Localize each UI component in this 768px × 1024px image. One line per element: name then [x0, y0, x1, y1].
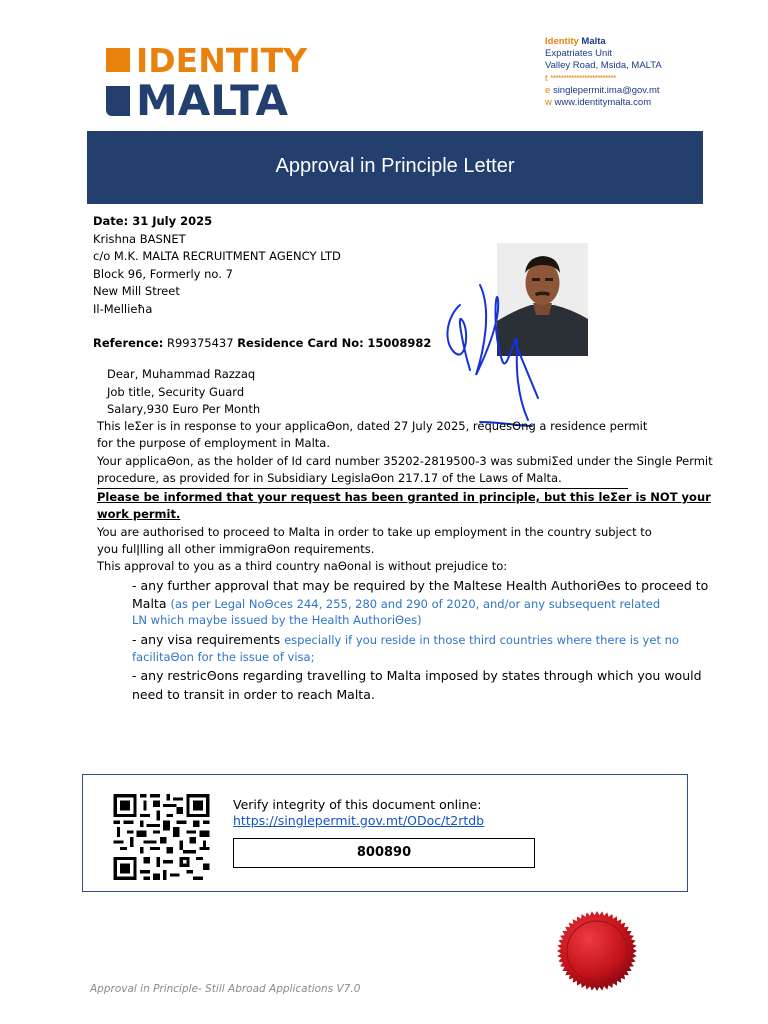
paragraph-2-line-2: procedure, as provided for in Subsidiary LegislaΘon 217.17 of the Laws of Malta.	[97, 471, 562, 485]
reference-line	[93, 335, 431, 353]
bullet-3-line-2: need to transit in order to reach Malta.	[132, 687, 375, 702]
contact-address: Valley Road, Msida, MALTA	[545, 60, 662, 72]
address-line-3: New Mill Street	[93, 284, 180, 298]
bullet-1-line-3: LN which maybe issued by the Health AuthoriΘes)	[132, 613, 422, 627]
verification-code: 800890	[233, 838, 535, 868]
letter-date: Date: 31 July 2025	[93, 214, 213, 228]
bullet-1-legal-notes: (as per Legal NoΘces 244, 255, 280 and 290 of 2020, and/or any subsequent related	[170, 597, 661, 611]
title-banner	[87, 131, 703, 204]
page-title: Approval in Principle Letter	[275, 155, 515, 177]
salary: Salary,930 Euro Per Month	[107, 402, 261, 416]
contact-web-prefix: w	[545, 97, 552, 109]
contact-phone-prefix: t	[545, 72, 548, 84]
red-seal	[556, 910, 638, 992]
bullet-2-especially: especially if you reside in those third countries where there is yet no	[284, 633, 679, 647]
addressee-name: Krishna BASNET	[93, 232, 186, 246]
contact-block	[545, 36, 662, 109]
paragraph-4: This approval to you as a third country naΘonal is without prejudice to:	[97, 559, 508, 573]
paragraph-3-line-1: You are authorised to proceed to Malta in order to take up employment in the country subject to	[97, 525, 652, 539]
paragraph-2-line-1: Your applicaΘon, as the holder of Id card number 35202-2819500-3 was submiΣed under the Single Permit	[97, 454, 713, 468]
reference-value: R99375437	[167, 336, 234, 350]
notice-line-2: work permit.	[97, 507, 181, 521]
contact-brand-orange: Identity	[545, 36, 579, 47]
address-line-2: Block 96, Formerly no. 7	[93, 267, 233, 281]
signature	[440, 280, 550, 430]
logo-blue-shape	[106, 86, 130, 116]
bullet-3-line-1: - any restricΘons regarding travelling to Malta imposed by states through which you would	[132, 668, 702, 683]
paragraph-1-line-2: for the purpose of employment in Malta.	[97, 436, 330, 450]
paragraph-3-line-2: you fulǀlling all other immigraΘon requirements.	[97, 542, 375, 556]
contact-web[interactable]: www.identitymalta.com	[554, 97, 652, 109]
verify-link[interactable]: https://singlepermit.gov.mt/ODoc/t2rtdb	[233, 813, 485, 828]
bullet-2-visa: - any visa requirements	[132, 632, 281, 647]
residence-card-label: Residence Card No:	[237, 336, 364, 350]
contact-brand-blue: Malta	[581, 36, 606, 47]
notice-line-1: Please be informed that your request has been granted in principle, but this leΣer is NOT your	[97, 490, 711, 504]
bullet-1-line-2	[132, 595, 660, 614]
logo-orange-square	[106, 48, 130, 72]
contact-email-prefix: e	[545, 84, 551, 96]
contact-phone-masked: *************************	[550, 73, 616, 83]
address-line-4: Il-Mellieħa	[93, 302, 153, 316]
bullet-1-malta: Malta	[132, 596, 167, 611]
logo-line-malta: MALTA	[136, 76, 289, 125]
address-line-1: c/o M.K. MALTA RECRUITMENT AGENCY LTD	[93, 249, 341, 263]
job-title: Job title, Security Guard	[107, 385, 245, 399]
verify-instructions: Verify integrity of this document online:	[233, 797, 482, 812]
bullet-1-line-1: - any further approval that may be required by the Maltese Health AuthoriΘes to proceed to	[132, 578, 709, 593]
contact-unit: Expatriates Unit	[545, 48, 613, 60]
qr-code[interactable]	[113, 794, 210, 880]
bullet-2-line-2: facilitaΘon for the issue of visa;	[132, 650, 315, 664]
residence-card-value: 15008982	[367, 336, 432, 350]
contact-email[interactable]: singlepermit.ima@gov.mt	[552, 84, 660, 96]
footer-version: Approval in Principle- Still Abroad Applications V7.0	[90, 983, 361, 995]
salutation: Dear, Muhammad Razzaq	[107, 367, 256, 381]
reference-label: Reference:	[93, 336, 164, 350]
bullet-2-line-1	[132, 631, 679, 650]
logo-line-identity: IDENTITY	[136, 41, 308, 80]
paragraph-1-line-1: This leΣer is in response to your applicaΘon, dated 27 July 2025, requesΘng a residence permit	[97, 419, 648, 433]
